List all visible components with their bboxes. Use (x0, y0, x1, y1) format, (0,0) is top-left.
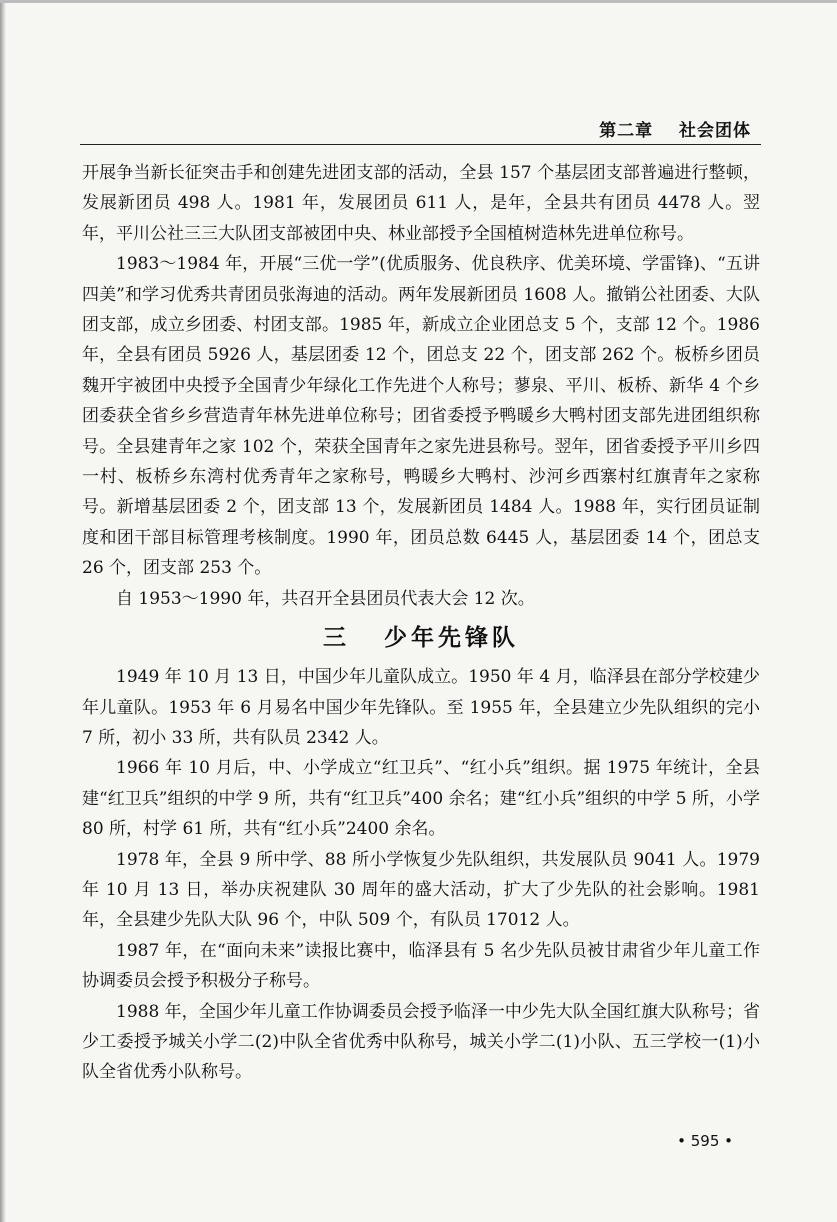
paragraph: 1949 年 10 月 13 日，中国少年儿童队成立。1950 年 4 月，临泽县在部分学校建少年儿童队。1953 年 6 月易名中国少年先锋队。至 1955 年，全县建立少先队组织的完小 7 所，初小 33 所，共有队员 2342 人。 (82, 667, 760, 748)
paragraph: 1978 年，全县 9 所中学、88 所小学恢复少先队组织，共发展队员 9041 人。1979 年 10 月 13 日，举办庆祝建队 30 周年的盛大活动，扩大了少先队的社会影响。1981 年，全县建少先队大队 96 个，中队 509 个，有队员 17012 人。 (82, 849, 760, 931)
page-number: • 595 • (677, 1132, 733, 1150)
chapter-number: 第二章 (599, 121, 654, 141)
section-title: 少年先锋队 (384, 625, 519, 652)
body-text (82, 158, 760, 1088)
paragraph: 1988 年，全国少年儿童工作协调委员会授予临泽一中少先大队全国红旗大队称号；省少工委授予城关小学二(2)中队全省优秀中队称号，城关小学二(1)小队、五三学校一(1)小队全省优秀小队称号。 (82, 1001, 760, 1083)
running-header (599, 116, 751, 141)
page-left-shadow (0, 0, 6, 1222)
section-number: 三 (323, 625, 350, 652)
paragraph: 自 1953～1990 年，共召开全县团员代表大会 12 次。 (116, 588, 535, 609)
paragraph: 开展争当新长征突击手和创建先进团支部的活动，全县 157 个基层团支部普遍进行整顿，发展新团员 498 人。1981 年，发展团员 611 人，是年，全县共有团员 4478 人。翌年，平川公社三三大队团支部被团中央、林业部授予全国植树造林先进单位称号。 (82, 163, 760, 244)
paragraph: 1987 年，在“面向未来”读报比赛中，临泽县有 5 名少先队员被甘肃省少年儿童工作协调委员会授予积极分子称号。 (82, 940, 760, 992)
chapter-title: 社会团体 (679, 121, 751, 141)
paragraph: 1983～1984 年，开展“三优一学”(优质服务、优良秩序、优美环境、学雷锋)、“五讲四美”和学习优秀共青团员张海迪的活动。两年发展新团员 1608 人。撤销公社团委、大队团支部，成立乡团委、村团支部。1985 年，新成立企业团总支 5 个，支部 12 个。1986 年，全县有团员 5926 人，基层团委 12 个，团总支 22 个，团支部 262 个。板桥乡团员魏开宇被团中央授予全国青少年绿化工作先进个人称号；蓼泉、平川、板桥、新华 4 个乡团委获全省乡乡营造青年林先进单位称号；团省委授予鸭暖乡大鸭村团支部先进团组织称号。全县建青年之家 102 个，荣获全国青年之家先进县称号。翌年，团省委授予平川乡四一村、板桥乡东湾村优秀青年之家称号，鸭暖乡大鸭村、沙河乡西寨村红旗青年之家称号。新增基层团委 2 个，团支部 13 个，发展新团员 1484 人。1988 年，实行团员证制度和团干部目标管理考核制度。1990 年，团员总数 6445 人，基层团委 14 个，团总支 26 个，团支部 253 个。 (82, 254, 760, 579)
page-top-edge (0, 0, 837, 3)
section-heading (82, 618, 760, 658)
paragraph: 1966 年 10 月后，中、小学成立“红卫兵”、“红小兵”组织。据 1975 年统计，全县建“红卫兵”组织的中学 9 所，共有“红卫兵”400 余名；建“红小兵”组织的中学 5 所，小学 80 所，村学 61 所，共有“红小兵”2400 余名。 (82, 758, 760, 840)
header-rule (80, 144, 761, 145)
